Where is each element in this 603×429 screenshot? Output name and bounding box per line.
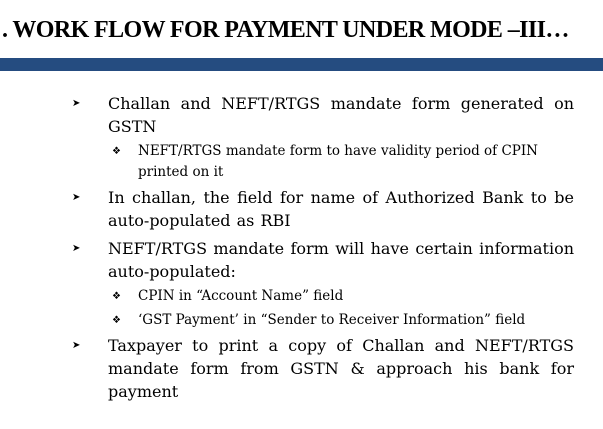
sub-bullet-text: NEFT/RTGS mandate form to have validity period of CPIN printed on it xyxy=(138,143,538,180)
arrow-bullet-icon: ➤ xyxy=(72,192,81,203)
slide-title: . WORK FLOW FOR PAYMENT UNDER MODE –III… xyxy=(2,17,569,43)
diamond-bullet-icon: ❖ xyxy=(112,315,121,326)
bullet-item xyxy=(72,92,574,138)
arrow-bullet-icon: ➤ xyxy=(72,98,81,109)
diamond-bullet-icon: ❖ xyxy=(112,146,121,157)
bullet-item xyxy=(72,237,574,283)
bullet-item xyxy=(72,334,574,403)
sub-bullet-item xyxy=(112,141,562,183)
bullet-text: Taxpayer to print a copy of Challan and NEFT/RTGS mandate form from GSTN & approach his bank for payment xyxy=(108,336,574,401)
bullet-text: Challan and NEFT/RTGS mandate form generated on GSTN xyxy=(108,94,574,136)
slide-content xyxy=(0,92,603,403)
diamond-bullet-icon: ❖ xyxy=(112,291,121,302)
title-accent-bar xyxy=(0,58,603,71)
bullet-item xyxy=(72,186,574,232)
arrow-bullet-icon: ➤ xyxy=(72,340,81,351)
sub-bullet-text: CPIN in “Account Name” field xyxy=(138,288,344,304)
sub-bullet-text: ‘GST Payment’ in “Sender to Receiver Information” field xyxy=(138,312,526,328)
sub-bullet-item xyxy=(112,310,562,331)
bullet-text: In challan, the field for name of Authorized Bank to be auto-populated as RBI xyxy=(108,188,574,230)
arrow-bullet-icon: ➤ xyxy=(72,243,81,254)
bullet-text: NEFT/RTGS mandate form will have certain information auto-populated: xyxy=(108,239,574,281)
sub-bullet-item xyxy=(112,286,562,307)
